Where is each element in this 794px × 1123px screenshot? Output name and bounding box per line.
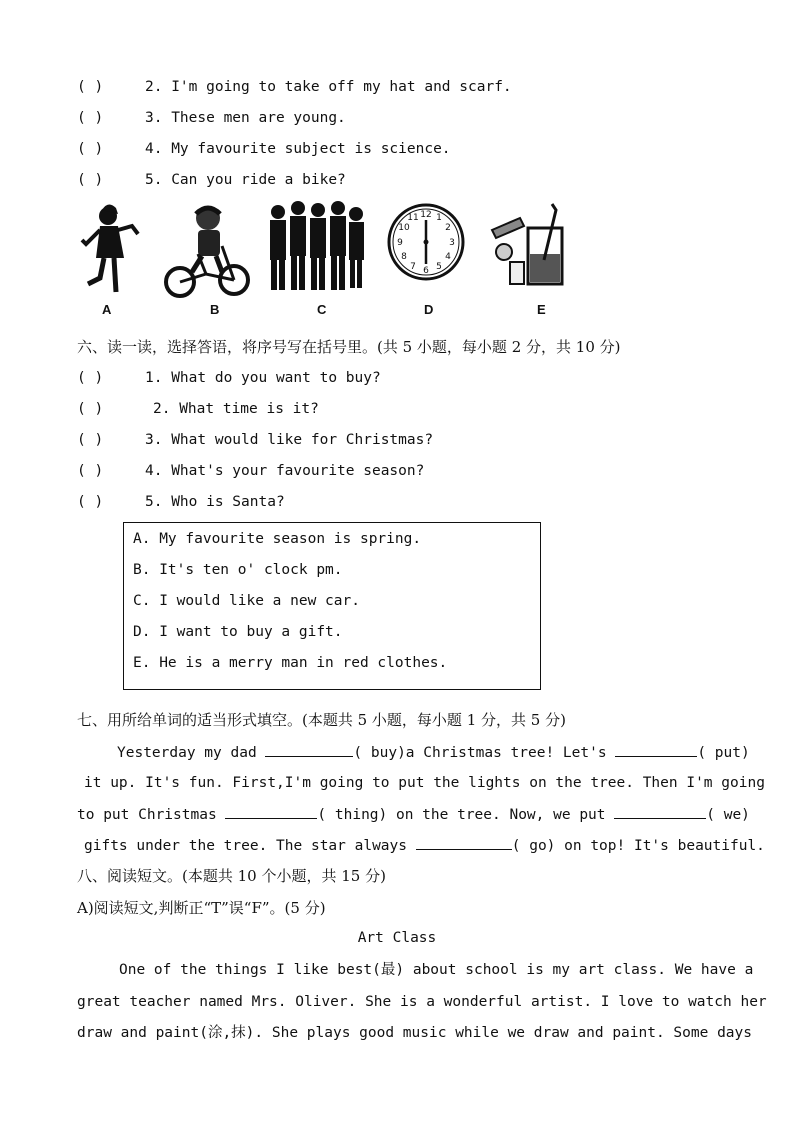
section-8-heading: 八、阅读短文。(本题共 10 个小题，共 15 分) xyxy=(77,867,386,885)
answer-option-c: C. I would like a new car. xyxy=(133,593,360,609)
answer-paren[interactable]: ( ) xyxy=(77,172,104,188)
question-5-3 xyxy=(77,108,346,128)
svg-text:11: 11 xyxy=(407,213,419,223)
fill-in-line-3: to put Christmas ( thing) on the tree. Now, we put ( we) xyxy=(77,804,750,825)
passage-line-3: draw and paint(涂,抹). She plays good music while we draw and paint. Some days xyxy=(77,1025,753,1041)
svg-text:5: 5 xyxy=(436,262,442,272)
question-5-5 xyxy=(77,170,346,190)
svg-text:2: 2 xyxy=(445,223,451,233)
picture-label-a: A xyxy=(102,302,112,317)
question-6-5 xyxy=(77,492,285,512)
question-text: 5. Can you ride a bike? xyxy=(145,172,346,188)
answer-paren[interactable]: ( ) xyxy=(77,110,104,126)
picture-label-c: C xyxy=(317,302,327,317)
answer-paren[interactable]: ( ) xyxy=(77,401,104,417)
blank-go[interactable] xyxy=(416,835,512,850)
section-8-sub-a: A)阅读短文,判断正“T”误“F”。(5 分) xyxy=(77,899,326,917)
blank-put[interactable] xyxy=(615,742,697,757)
question-6-3 xyxy=(77,430,433,450)
section-6-heading: 六、读一读，选择答语，将序号写在括号里。(共 5 小题，每小题 2 分，共 10 分) xyxy=(77,338,621,356)
question-text: 3. What would like for Christmas? xyxy=(145,432,434,448)
answer-option-d: D. I want to buy a gift. xyxy=(133,624,343,640)
svg-text:6: 6 xyxy=(423,266,429,276)
answer-paren[interactable]: ( ) xyxy=(77,463,104,479)
svg-text:10: 10 xyxy=(398,223,410,233)
girl-dancing-icon xyxy=(78,200,142,296)
question-6-2 xyxy=(77,399,319,419)
answer-paren[interactable]: ( ) xyxy=(77,494,104,510)
fill-in-line-2: it up. It's fun. First,I'm going to put the lights on the tree. Then I'm going xyxy=(84,775,765,791)
svg-text:7: 7 xyxy=(410,262,416,272)
question-6-1 xyxy=(77,368,381,388)
svg-text:3: 3 xyxy=(449,238,455,248)
answer-options-box xyxy=(123,522,541,690)
question-text: 4. My favourite subject is science. xyxy=(145,141,451,157)
picture-label-e: E xyxy=(537,302,546,317)
passage-title: Art Class xyxy=(357,930,437,946)
answer-option-a: A. My favourite season is spring. xyxy=(133,531,422,547)
question-text: 4. What's your favourite season? xyxy=(145,463,425,479)
question-text: 5. Who is Santa? xyxy=(145,494,285,510)
group-of-men-icon xyxy=(266,200,366,298)
blank-buy[interactable] xyxy=(265,742,353,757)
svg-text:12: 12 xyxy=(420,210,432,220)
question-6-4 xyxy=(77,461,424,481)
blank-we[interactable] xyxy=(614,804,706,819)
fill-in-line-4: gifts under the tree. The star always ( go) on top! It's beautiful. xyxy=(84,835,765,856)
answer-paren[interactable]: ( ) xyxy=(77,432,104,448)
question-text: 1. What do you want to buy? xyxy=(145,370,381,386)
passage-line-1: One of the things I like best(最) about school is my art class. We have a xyxy=(119,962,754,978)
svg-text:4: 4 xyxy=(445,252,451,262)
picture-label-d: D xyxy=(424,302,434,317)
clock-icon xyxy=(386,200,466,284)
boy-on-bike-icon xyxy=(162,200,250,300)
picture-label-b: B xyxy=(210,302,220,317)
svg-text:8: 8 xyxy=(401,252,407,262)
question-text: 2. I'm going to take off my hat and scarf. xyxy=(145,79,512,95)
question-5-4 xyxy=(77,139,451,159)
fill-in-line-1: Yesterday my dad ( buy)a Christmas tree! Let's ( put) xyxy=(117,742,750,763)
answer-paren[interactable]: ( ) xyxy=(77,141,104,157)
answer-option-e: E. He is a merry man in red clothes. xyxy=(133,655,448,671)
question-text: 3. These men are young. xyxy=(145,110,346,126)
answer-paren[interactable]: ( ) xyxy=(77,79,104,95)
question-text: 2. What time is it? xyxy=(153,401,319,417)
answer-paren[interactable]: ( ) xyxy=(77,370,104,386)
section-7-heading: 七、用所给单词的适当形式填空。(本题共 5 小题，每小题 1 分，共 5 分) xyxy=(77,711,566,729)
question-5-2 xyxy=(77,77,512,97)
svg-text:9: 9 xyxy=(397,238,403,248)
passage-line-2: great teacher named Mrs. Oliver. She is a wonderful artist. I love to watch her xyxy=(77,994,767,1010)
answer-option-b: B. It's ten o' clock pm. xyxy=(133,562,343,578)
science-beakers-icon xyxy=(490,200,572,290)
blank-thing[interactable] xyxy=(225,804,317,819)
svg-text:1: 1 xyxy=(436,213,442,223)
